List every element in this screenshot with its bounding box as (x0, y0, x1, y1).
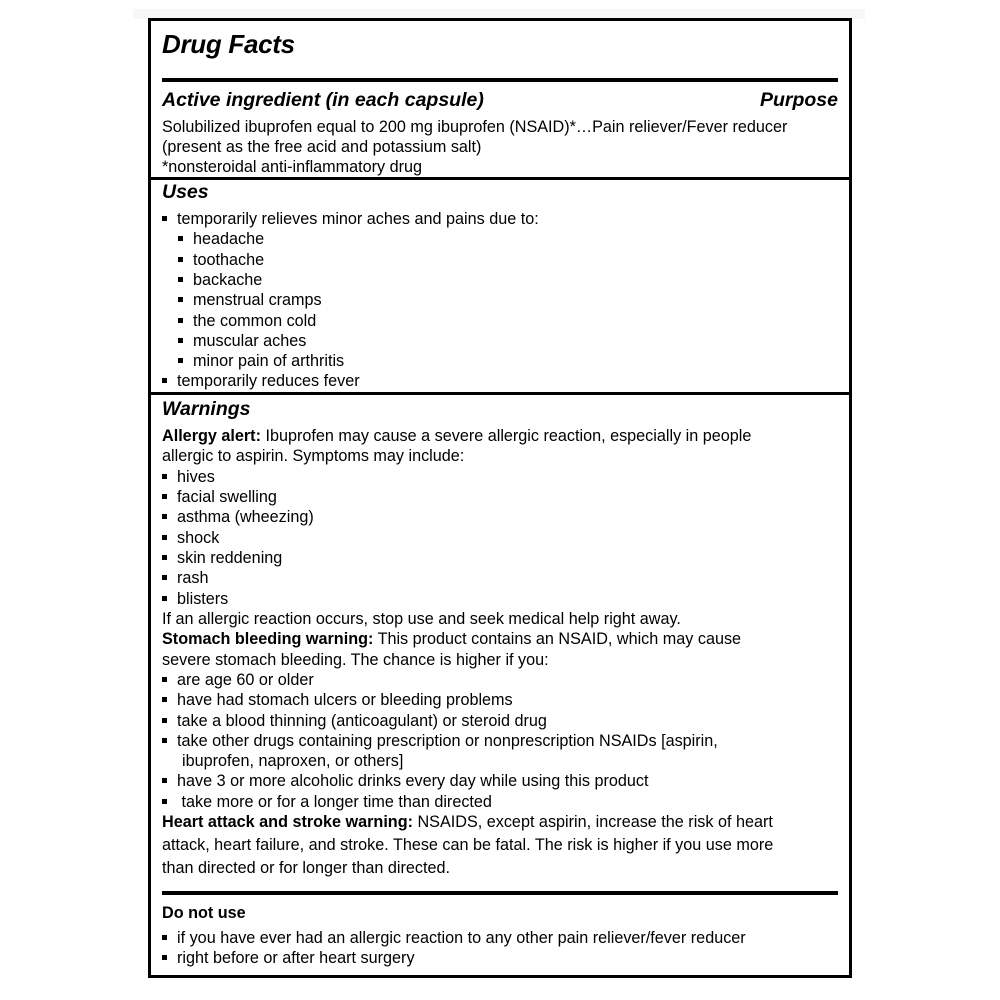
stomach-item-text: take more or for a longer time than directed (177, 793, 492, 811)
allergy-alert-text: Ibuprofen may cause a severe allergic reaction, especially in people (260, 427, 752, 445)
uses-subitem (178, 290, 322, 310)
stomach-item-continuation: ibuprofen, naproxen, or others] (182, 752, 404, 770)
do-not-use-rule (162, 891, 838, 895)
stomach-warning-line-2: severe stomach bleeding. The chance is higher if you: (162, 651, 549, 669)
bullet-icon (162, 718, 167, 723)
bullet-icon (178, 297, 183, 302)
stomach-item (162, 731, 718, 751)
bullet-icon (162, 596, 167, 601)
heart-warning-line-3: than directed or for longer than directed. (162, 859, 450, 877)
do-not-use-item (162, 928, 746, 948)
bullet-icon (178, 358, 183, 363)
bullet-icon (162, 555, 167, 560)
uses-subitem-text: toothache (193, 251, 265, 269)
do-not-use-item-text: right before or after heart surgery (177, 949, 415, 967)
bullet-icon (162, 474, 167, 479)
stomach-item-text: have had stomach ulcers or bleeding problems (177, 691, 513, 709)
bullet-icon (178, 277, 183, 282)
bullet-icon (162, 955, 167, 960)
stomach-item (162, 711, 547, 731)
symptom-item (162, 528, 219, 548)
stomach-item (162, 670, 314, 690)
uses-subitem-text: muscular aches (193, 332, 307, 350)
bullet-icon (162, 738, 167, 743)
symptom-text: blisters (177, 590, 229, 608)
symptom-text: asthma (wheezing) (177, 508, 314, 526)
uses-subitem-text: backache (193, 271, 263, 289)
bullet-icon (178, 338, 183, 343)
stomach-item (162, 690, 513, 710)
bullet-icon (162, 799, 167, 804)
bullet-icon (162, 778, 167, 783)
drug-facts-panel (148, 18, 852, 978)
bullet-icon (162, 535, 167, 540)
uses-subitem-text: minor pain of arthritis (193, 352, 345, 370)
uses-heading: Uses (162, 181, 209, 203)
do-not-use-item (162, 948, 415, 968)
stomach-item-text: take a blood thinning (anticoagulant) or steroid drug (177, 712, 547, 730)
uses-item-1 (162, 209, 539, 229)
bullet-icon (162, 216, 167, 221)
symptom-item (162, 568, 209, 588)
bullet-icon (162, 378, 167, 383)
bullet-icon (162, 575, 167, 580)
do-not-use-item-text: if you have ever had an allergic reaction to any other pain reliever/fever reducer (177, 929, 746, 947)
symptom-item (162, 589, 228, 609)
stomach-warning-label: Stomach bleeding warning: (162, 630, 374, 648)
uses-subitem (178, 351, 344, 371)
heart-warning-label: Heart attack and stroke warning: (162, 813, 413, 831)
stomach-item-text: have 3 or more alcoholic drinks every day while using this product (177, 772, 649, 790)
stomach-item-text: take other drugs containing prescription or nonprescription NSAIDs [aspirin, (177, 732, 718, 750)
symptom-item (162, 548, 282, 568)
bullet-icon (162, 935, 167, 940)
active-line-3: *nonsteroidal anti-inflammatory drug (162, 158, 423, 176)
active-ingredient-heading: Active ingredient (in each capsule) (162, 89, 484, 111)
drug-facts-title: Drug Facts (162, 29, 295, 59)
uses-subitem (178, 311, 316, 331)
allergy-alert-label: Allergy alert: (162, 427, 261, 445)
symptom-text: rash (177, 569, 209, 587)
uses-subitem-text: headache (193, 230, 265, 248)
uses-subitem (178, 331, 306, 351)
stomach-warning-text: This product contains an NSAID, which may cause (373, 630, 742, 648)
bullet-icon (178, 318, 183, 323)
active-rule (151, 177, 849, 180)
uses-item-1-text: temporarily relieves minor aches and pains due to: (177, 210, 539, 228)
bullet-icon (162, 494, 167, 499)
warnings-heading: Warnings (162, 398, 251, 420)
bullet-icon (162, 697, 167, 702)
bullet-icon (162, 677, 167, 682)
uses-rule (151, 392, 849, 395)
allergy-alert-line-1 (162, 426, 751, 446)
allergy-after-text: If an allergic reaction occurs, stop use and seek medical help right away. (162, 610, 681, 628)
stomach-warning-line-1 (162, 629, 741, 649)
bullet-icon (178, 257, 183, 262)
uses-subitem (178, 229, 264, 249)
do-not-use-heading: Do not use (162, 904, 246, 922)
heart-warning-text: NSAIDS, except aspirin, increase the risk of heart (412, 813, 773, 831)
uses-subitem (178, 270, 262, 290)
stomach-item-text: are age 60 or older (177, 671, 314, 689)
uses-item-2-text: temporarily reduces fever (177, 372, 360, 390)
bullet-icon (162, 514, 167, 519)
uses-item-2 (162, 371, 360, 391)
uses-subitem-text: menstrual cramps (193, 291, 322, 309)
purpose-heading: Purpose (759, 89, 838, 111)
symptom-item (162, 507, 314, 527)
active-line-1: Solubilized ibuprofen equal to 200 mg ibuprofen (NSAID)*…Pain reliever/Fever reducer (162, 118, 788, 136)
bullet-icon (178, 236, 183, 241)
uses-subitem (178, 250, 264, 270)
symptom-text: shock (177, 529, 220, 547)
stomach-item (162, 771, 648, 791)
symptom-text: hives (177, 468, 215, 486)
heart-warning-line-1 (162, 812, 773, 832)
symptom-item (162, 487, 277, 507)
symptom-item (162, 467, 215, 487)
stomach-item (162, 792, 492, 812)
uses-subitem-text: the common cold (193, 312, 317, 330)
allergy-alert-line-2: allergic to aspirin. Symptoms may include: (162, 447, 465, 465)
title-rule (162, 78, 838, 82)
symptom-text: skin reddening (177, 549, 283, 567)
heart-warning-line-2: attack, heart failure, and stroke. These can be fatal. The risk is higher if you use more (162, 836, 774, 854)
symptom-text: facial swelling (177, 488, 277, 506)
active-line-2: (present as the free acid and potassium salt) (162, 138, 482, 156)
